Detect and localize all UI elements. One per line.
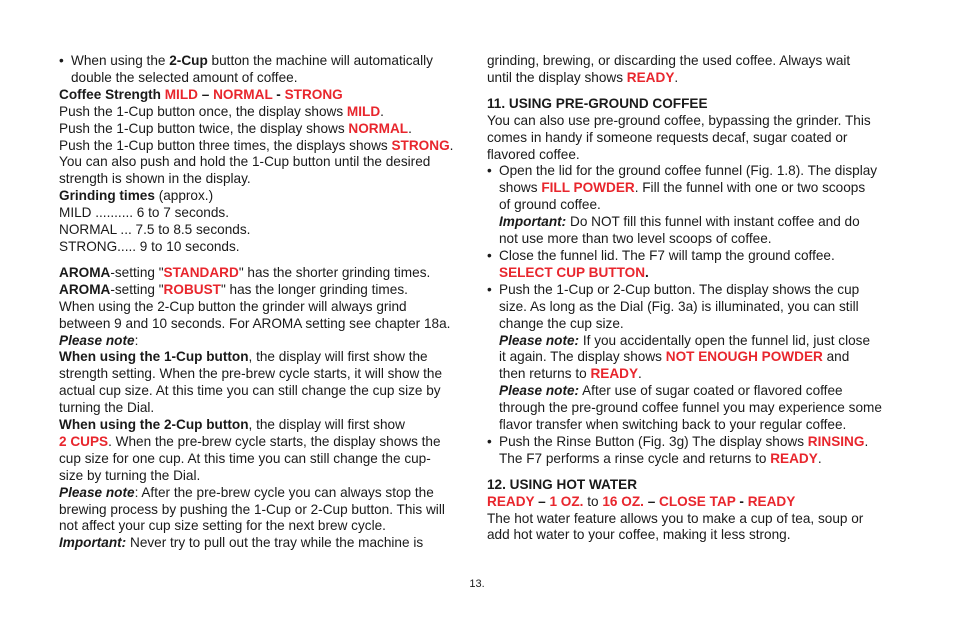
two-cup-line-1 xyxy=(59,417,471,434)
push-three-line xyxy=(59,138,471,155)
sep: - xyxy=(735,493,748,509)
cont-line-2 xyxy=(487,70,899,87)
mild-label: MILD xyxy=(164,86,198,102)
display-text: READY xyxy=(747,493,796,509)
hold-line-2: strength is shown in the display. xyxy=(59,171,251,187)
display-text: 2 CUPS xyxy=(59,433,109,449)
note2-line-3: not affect your cup size setting for the next brew cycle. xyxy=(59,518,386,534)
text: If you accidentally open the funnel lid, just close xyxy=(579,332,871,348)
aroma-robust-line xyxy=(59,282,471,299)
bullet-push-cup-2: size. As long as the Dial (Fig. 3a) is illuminated, you can still xyxy=(499,298,859,314)
text: Push the Rinse Button (Fig. 3g) The display shows xyxy=(499,433,808,449)
grinding-times-heading xyxy=(59,188,471,205)
s11-intro-3: flavored coffee. xyxy=(487,146,580,162)
bullet-push-cup-8: through the pre-ground coffee funnel you may experience some xyxy=(499,400,882,416)
spacer xyxy=(487,87,899,96)
text-bold: AROMA xyxy=(59,281,111,297)
text: then returns to xyxy=(499,366,591,382)
text: -setting " xyxy=(110,281,164,297)
bullet-open-lid-4 xyxy=(487,214,899,231)
text: The F7 performs a rinse cycle and returns to xyxy=(499,450,771,466)
right-column xyxy=(487,53,899,544)
text: , the display will first show xyxy=(248,417,405,433)
please-note-heading xyxy=(59,333,471,350)
text-bold-italic: Important: xyxy=(499,214,567,230)
coffee-strength-heading xyxy=(59,87,471,104)
time-strong: STRONG..... 9 to 10 seconds. xyxy=(59,238,240,254)
s11-intro-2: comes in handy if someone requests decaf, sugar coated or xyxy=(487,129,848,145)
two-cup-line-2 xyxy=(59,434,471,451)
spacer xyxy=(59,256,471,265)
text: Push the 1-Cup button twice, the display shows xyxy=(59,120,349,136)
display-text: STRONG xyxy=(391,137,450,153)
text-bold-italic: Please note xyxy=(59,484,135,500)
text: -setting " xyxy=(110,264,164,280)
text: it again. The display shows xyxy=(499,349,666,365)
text: : xyxy=(134,332,139,348)
bullet-rinse xyxy=(487,434,899,451)
text: and xyxy=(822,349,850,365)
text: Push the 1-Cup button once, the display shows xyxy=(59,103,347,119)
text-bold: Grinding times xyxy=(59,188,155,204)
text-bold-italic: Please note xyxy=(59,332,135,348)
push-once-line xyxy=(59,104,471,121)
cont-line-1: grinding, brewing, or discarding the used coffee. Always wait xyxy=(487,53,851,68)
bullet-2cup-cont: double the selected amount of coffee. xyxy=(71,69,298,85)
bullet-push-cup-7 xyxy=(487,383,899,400)
sep: - xyxy=(272,86,285,102)
text: : After the pre-brew cycle you can always stop the xyxy=(134,484,434,500)
spacer xyxy=(487,468,899,477)
text: . xyxy=(449,137,454,153)
text: . xyxy=(380,103,384,119)
sep: – xyxy=(197,86,214,102)
text: . When the pre-brew cycle starts, the display shows the xyxy=(108,433,441,449)
bullet-open-lid-3: of ground coffee. xyxy=(499,197,601,213)
text-bold: AROMA xyxy=(59,264,111,280)
bullet-push-cup-3: change the cup size. xyxy=(499,315,624,331)
one-cup-line-3: actual cup size. At this time you can still change the cup size by xyxy=(59,383,441,399)
display-text: FILL POWDER xyxy=(541,180,635,196)
bullet-2cup xyxy=(59,53,471,70)
text: Do NOT fill this funnel with instant coffee and do xyxy=(566,214,860,230)
bullet-push-cup-6 xyxy=(487,366,899,383)
text: , the display will first show the xyxy=(248,349,428,365)
one-cup-line-4: turning the Dial. xyxy=(59,400,155,416)
important-line xyxy=(59,535,471,552)
bullet-rinse-2 xyxy=(487,451,899,468)
display-text: CLOSE TAP xyxy=(659,493,736,509)
text-bold-italic: Please note: xyxy=(499,332,580,348)
normal-label: NORMAL xyxy=(213,86,273,102)
text: . xyxy=(864,433,869,449)
text: " has the shorter grinding times. xyxy=(238,264,431,280)
note2-line-2: brewing process by pushing the 1-Cup or 2-Cup button. This will xyxy=(59,501,445,517)
hot-water-sequence xyxy=(487,494,899,511)
one-cup-line-2: strength setting. When the pre-brew cycle starts, it will show the xyxy=(59,366,443,382)
time-mild: MILD .......... 6 to 7 seconds. xyxy=(59,205,229,221)
text-bold-italic: Important: xyxy=(59,535,127,551)
s12-body-2: add hot water to your coffee, making it less strong. xyxy=(487,527,791,543)
text-bold: When using the 2-Cup button xyxy=(59,417,249,433)
sep: – xyxy=(534,493,550,509)
left-column xyxy=(59,53,471,552)
bullet-close-lid-2 xyxy=(487,265,899,282)
page-number: 13. xyxy=(469,578,485,590)
hold-line-1: You can also push and hold the 1-Cup button until the desired xyxy=(59,154,431,170)
display-text: MILD xyxy=(346,103,381,119)
aroma-standard-line xyxy=(59,265,471,282)
display-text: READY xyxy=(590,366,639,382)
display-text: STANDARD xyxy=(163,264,239,280)
grind2-line-2: between 9 and 10 seconds. For AROMA setting see chapter 18a. xyxy=(59,315,451,331)
display-text: SELECT CUP BUTTON xyxy=(499,264,646,280)
display-text: NORMAL xyxy=(348,120,409,136)
text: (approx.) xyxy=(154,188,214,204)
s11-intro-1: You can also use pre-ground coffee, bypassing the grinder. This xyxy=(487,112,871,128)
sep: – xyxy=(643,493,660,509)
text: . Fill the funnel with one or two scoops xyxy=(634,180,866,196)
bullet-close-lid: • Close the funnel lid. The F7 will tamp the ground coffee. xyxy=(487,248,899,265)
grind2-line-1: When using the 2-Cup button the grinder will always grind xyxy=(59,298,407,314)
bullet-push-cup-5 xyxy=(487,349,899,366)
text-bold: 2-Cup xyxy=(169,53,208,68)
section-11-title: 11. USING PRE-GROUND COFFEE xyxy=(487,95,708,111)
strong-label: STRONG xyxy=(284,86,343,102)
display-text: 1 OZ. xyxy=(549,493,584,509)
two-cup-line-4: size by turning the Dial. xyxy=(59,467,201,483)
two-cup-line-3: cup size for one cup. At this time you can still change the cup- xyxy=(59,450,431,466)
text-bold: . xyxy=(645,264,649,280)
text: When using the xyxy=(71,53,170,68)
bullet-open-lid-2 xyxy=(487,180,899,197)
text: . xyxy=(674,69,679,85)
text: After use of sugar coated or flavored coffee xyxy=(579,383,843,399)
strength-label: Coffee Strength xyxy=(59,86,165,102)
text: " has the longer grinding times. xyxy=(220,281,408,297)
text: . xyxy=(408,120,412,136)
time-normal: NORMAL ... 7.5 to 8.5 seconds. xyxy=(59,222,251,238)
display-text: NOT ENOUGH POWDER xyxy=(665,349,823,365)
display-text: READY xyxy=(626,69,675,85)
display-text: READY xyxy=(770,450,818,466)
push-twice-line xyxy=(59,121,471,138)
section-12-title: 12. USING HOT WATER xyxy=(487,476,638,492)
text: shows xyxy=(499,180,542,196)
text-bold: When using the 1-Cup button xyxy=(59,349,249,365)
text: Never try to pull out the tray while the machine is xyxy=(126,535,424,551)
display-text: RINSING xyxy=(807,433,865,449)
bullet-open-lid: • Open the lid for the ground coffee funnel (Fig. 1.8). The display xyxy=(487,163,899,180)
text: . xyxy=(817,450,822,466)
text-bold-italic: Please note: xyxy=(499,383,580,399)
text: until the display shows xyxy=(487,69,627,85)
bullet-open-lid-5: not use more than two level scoops of coffee. xyxy=(499,231,772,247)
display-text: 16 OZ. xyxy=(602,493,644,509)
bullet-push-cup-4 xyxy=(487,333,899,350)
s12-body-1: The hot water feature allows you to make a cup of tea, soup or xyxy=(487,510,864,526)
text: button the machine will automatically xyxy=(207,53,433,68)
text: . xyxy=(638,366,642,382)
display-text: READY xyxy=(487,493,535,509)
bullet-push-cup: • Push the 1-Cup or 2-Cup button. The display shows the cup xyxy=(487,282,899,299)
text: Push the 1-Cup button three times, the displays shows xyxy=(59,137,392,153)
text: to xyxy=(583,493,603,509)
bullet-push-cup-9: flavor transfer when switching back to your regular coffee. xyxy=(499,417,847,433)
note2-line-1 xyxy=(59,485,471,502)
one-cup-line-1 xyxy=(59,349,471,366)
display-text: ROBUST xyxy=(163,281,221,297)
